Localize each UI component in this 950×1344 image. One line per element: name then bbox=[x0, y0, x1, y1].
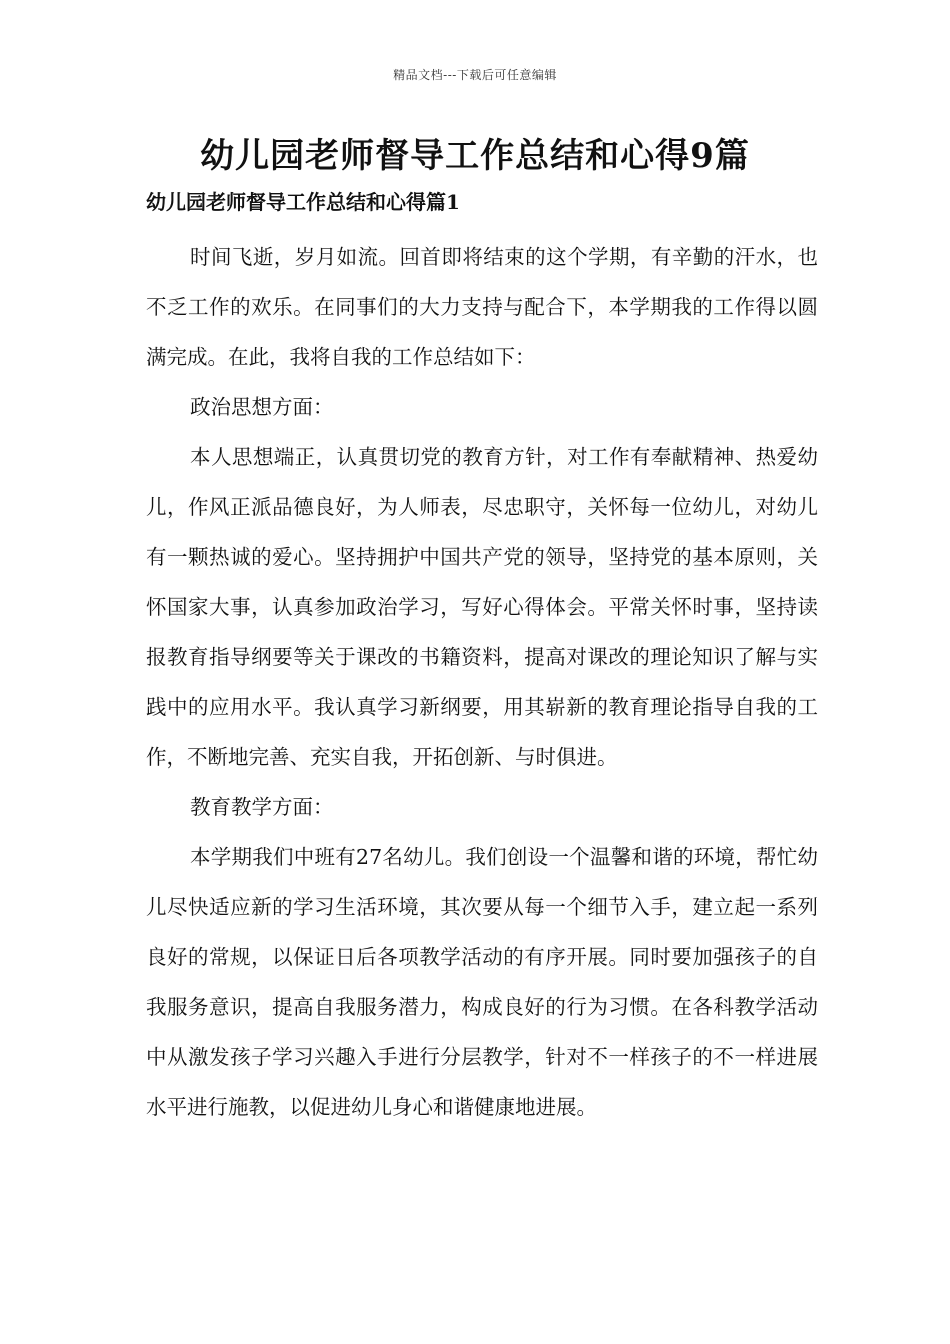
document-title: 幼儿园老师督导工作总结和心得9篇 bbox=[200, 136, 750, 176]
subheading-teaching: 教育教学方面： bbox=[190, 795, 334, 819]
paragraph-politics: 本人思想端正，认真贯切党的教育方针，对工作有奉献精神、热爱幼儿，作风正派品德良好，为人师表，尽忠职守，关怀每一位幼儿，对幼儿有一颗热诚的爱心。坚持拥护中国共产党的领导，坚持党的基本原则，关怀国家大事，认真参加政治学习，写好心得体会。平常关怀时事，坚持读报教育指导纲要等关于课改的书籍资料，提高对课改的理论知识了解与实践中的应用水平。我认真学习新纲要，用其崭新的教育理论指导自我的工作，不断地完善、充实自我，开拓创新、与时俱进。 bbox=[146, 445, 818, 769]
document-body bbox=[146, 232, 818, 1132]
section-heading: 幼儿园老师督导工作总结和心得篇1 bbox=[146, 190, 460, 214]
paragraph-teaching: 本学期我们中班有27名幼儿。我们创设一个温馨和谐的环境，帮忙幼儿尽快适应新的学习生活环境，其次要从每一个细节入手，建立起一系列良好的常规，以保证日后各项教学活动的有序开展。同时要加强孩子的自我服务意识，提高自我服务潜力，构成良好的行为习惯。在各科教学活动中从激发孩子学习兴趣入手进行分层教学，针对不一样孩子的不一样进展水平进行施教，以促进幼儿身心和谐健康地进展。 bbox=[146, 845, 818, 1119]
subheading-politics: 政治思想方面： bbox=[190, 395, 334, 419]
paragraph-intro: 时间飞逝，岁月如流。回首即将结束的这个学期，有辛勤的汗水，也不乏工作的欢乐。在同事们的大力支持与配合下，本学期我的工作得以圆满完成。在此，我将自我的工作总结如下： bbox=[146, 245, 818, 369]
header-note: 精品文档---下载后可任意编辑 bbox=[393, 68, 557, 82]
